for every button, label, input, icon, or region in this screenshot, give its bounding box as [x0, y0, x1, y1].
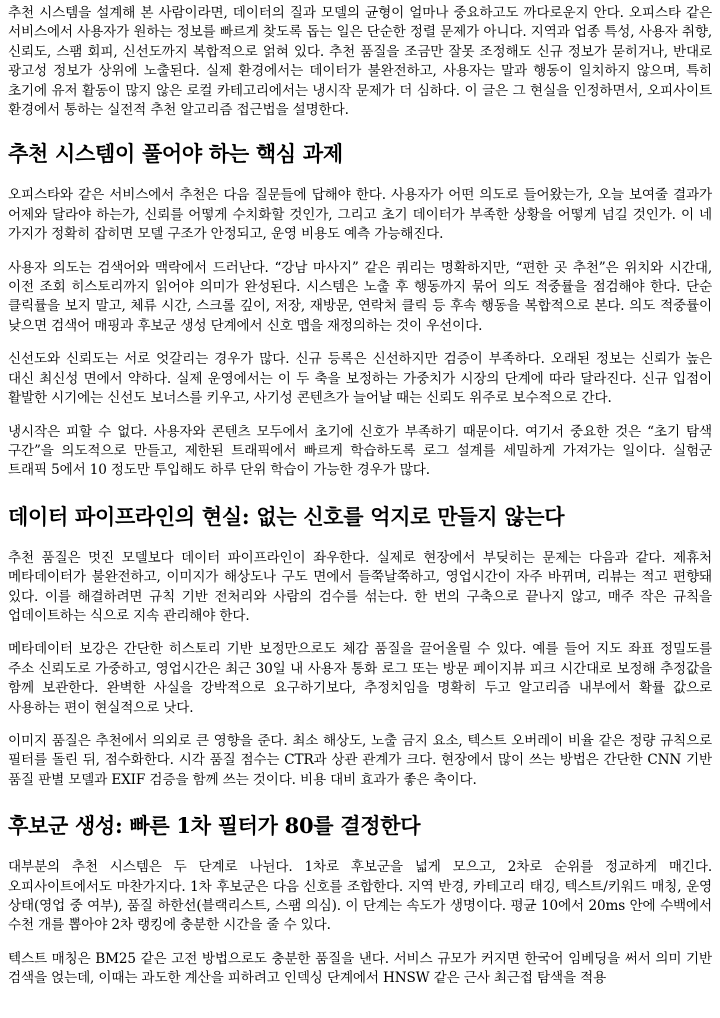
paragraph: 사용자 의도는 검색어와 맥락에서 드러난다. “강남 마사지” 같은 쿼리는 명확하지만, “편한 곳 추천”은 위치와 시간대, 이전 조회 히스토리까지 읽어야 의미가 완성된다. 시스템은 노출 후 행동까지 묶어 의도 적중률을 점검해야 한다. 단순 클릭률을 보지 말고, 체류 시간, 스크롤 깊이, 저장, 재방문, 연락처 클릭 등 후속 행동을 복합적으로 본다. 의도 적중률이 낮으면 검색어 매핑과 후보군 생성 단계에서 신호 맵을 재정의하는 것이 우선이다.	[8, 259, 712, 334]
section-heading-core-challenges: 추천 시스템이 풀어야 하는 핵심 과제	[8, 141, 343, 167]
intro-paragraph: 추천 시스템을 설계해 본 사람이라면, 데이터의 질과 모델의 균형이 얼마나 중요하고도 까다로운지 안다. 오피스타 같은 서비스에서 사용자가 원하는 정보를 빠르게 찾도록 돕는 일은 단순한 정렬 문제가 아니다. 지역과 업종 특성, 사용자 취향, 신뢰도, 스팸 회피, 신선도까지 복합적으로 얽혀 있다. 추천 품질을 조금만 잘못 조정해도 신규 정보가 묻히거나, 반대로 광고성 정보가 상위에 노출된다. 실제 환경에서는 데이터가 불완전하고, 사용자는 말과 행동이 일치하지 않으며, 특히 초기에 유저 활동이 많지 않은 로컬 카테고리에서는 냉시작 문제가 더 심하다. 이 글은 그 현실을 인정하면서, 오피사이트 환경에서 통하는 실전적 추천 알고리즘 접근법을 설명한다.	[8, 5, 712, 119]
paragraph: 오피스타와 같은 서비스에서 추천은 다음 질문들에 답해야 한다. 사용자가 어떤 의도로 들어왔는가, 오늘 보여줄 결과가 어제와 달라야 하는가, 신뢰를 어떻게 수치화할 것인가, 그리고 초기 데이터가 부족한 상황을 어떻게 넘길 것인가. 이 네 가지가 정확히 잡히면 모델 구조가 안정되고, 운영 비용도 예측 가능해진다.	[8, 187, 712, 243]
paragraph: 메타데이터 보강은 간단한 히스토리 기반 보정만으로도 체감 품질을 끌어올릴 수 있다. 예를 들어 지도 좌표 정밀도를 주소 신뢰도로 가중하고, 영업시간은 최근 30일 내 사용자 통화 로그 또는 방문 페이지뷰 피크 시간대로 보정해 추정값을 함께 보관한다. 완벽한 사실을 강박적으로 요구하기보다, 추정치임을 명확히 두고 알고리즘 내부에서 확률 값으로 사용하는 편이 현실적으로 낫다.	[8, 641, 712, 716]
paragraph: 추천 품질은 멋진 모델보다 데이터 파이프라인이 좌우한다. 실제로 현장에서 부딪히는 문제는 다음과 같다. 제휴처 메타데이터가 불완전하고, 이미지가 해상도나 구도 면에서 들쭉날쭉하고, 영업시간이 자주 바뀌며, 리뷰는 적고 편향돼 있다. 이를 해결하려면 규칙 기반 전처리와 사람의 검수를 섞는다. 한 번의 구축으로 끝나지 않고, 매주 작은 규칙을 업데이트하는 식으로 지속 관리해야 한다.	[8, 549, 712, 624]
section-heading-data-pipeline: 데이터 파이프라인의 현실: 없는 신호를 억지로 만들지 않는다	[8, 503, 565, 529]
paragraph: 신선도와 신뢰도는 서로 엇갈리는 경우가 많다. 신규 등록은 신선하지만 검증이 부족하다. 오래된 정보는 신뢰가 높은 대신 최신성 면에서 약하다. 실제 운영에서는 이 두 축을 보정하는 가중치가 시장의 단계에 따라 달라진다. 신규 입점이 활발한 시기에는 신선도 보너스를 키우고, 사기성 콘텐츠가 늘어날 때는 신뢰도 위주로 보수적으로 간다.	[8, 351, 712, 407]
paragraph: 이미지 품질은 추천에서 의외로 큰 영향을 준다. 최소 해상도, 노출 금지 요소, 텍스트 오버레이 비율 같은 정량 규칙으로 필터를 돌린 뒤, 점수화한다. 시각 품질 점수는 CTR과 상관 관계가 크다. 현장에서 많이 쓰는 방법은 간단한 CNN 기반 품질 판별 모델과 EXIF 검증을 함께 쓰는 것이다. 비용 대비 효과가 좋은 축이다.	[8, 732, 712, 788]
paragraph: 텍스트 매칭은 BM25 같은 고전 방법으로도 충분한 품질을 낸다. 서비스 규모가 커지면 한국어 임베딩을 써서 의미 기반 검색을 얹는데, 이때는 과도한 계산을 피하려고 인덱싱 단계에서 HNSW 같은 근사 최근접 탐색을 적용	[8, 950, 712, 987]
section-heading-candidate-generation: 후보군 생성: 빠른 1차 필터가 80를 결정한다	[8, 813, 421, 839]
paragraph: 냉시작은 피할 수 없다. 사용자와 콘텐츠 모두에서 초기에 신호가 부족하기 때문이다. 여기서 중요한 것은 “초기 탐색 구간”을 의도적으로 만들고, 제한된 트래픽에서 빠르게 학습하도록 로그 설계를 세밀하게 가져가는 일이다. 실험군 트래픽 5에서 10 정도만 투입해도 하루 단위 학습이 가능한 경우가 많다.	[8, 423, 712, 479]
paragraph: 대부분의 추천 시스템은 두 단계로 나뉜다. 1차로 후보군을 넓게 모으고, 2차로 순위를 정교하게 매긴다. 오피사이트에서도 마찬가지다. 1차 후보군은 다음 신호를 조합한다. 지역 반경, 카테고리 태깅, 텍스트/키워드 매칭, 운영 상태(영업 중 여부), 품질 하한선(블랙리스트, 스팸 의심). 이 단계는 속도가 생명이다. 평균 10에서 20ms 안에 수백에서 수천 개를 뽑아야 2차 랭킹에 충분한 시간을 줄 수 있다.	[8, 859, 712, 934]
